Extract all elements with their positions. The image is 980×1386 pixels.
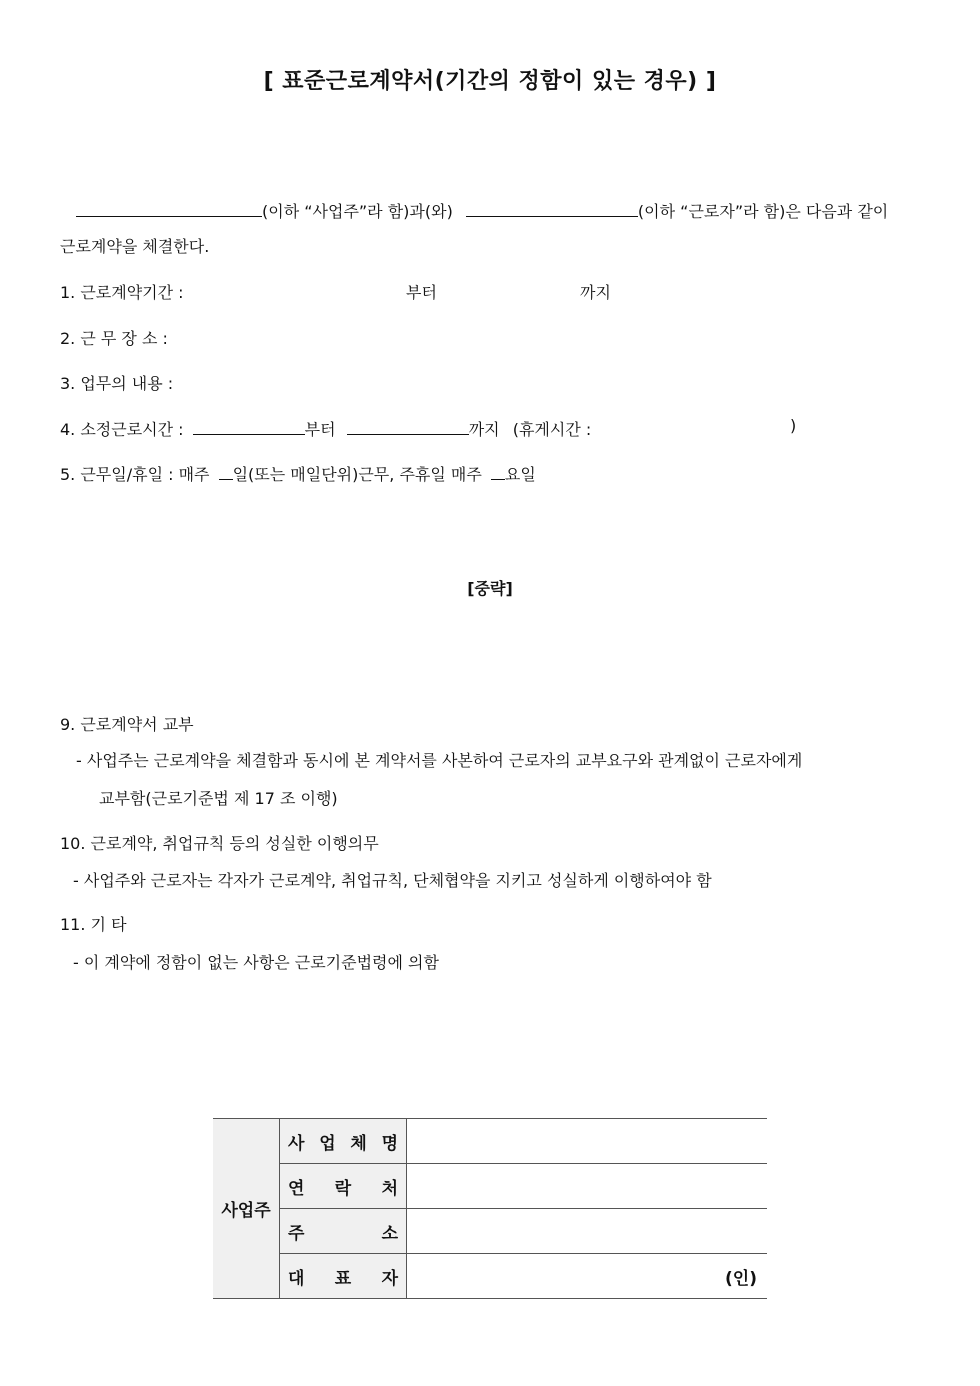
contract-period-to: 까지 xyxy=(580,283,611,302)
hours-from: 부터 xyxy=(304,420,336,439)
item10-heading: 10. 근로계약, 취업규칙 등의 성실한 이행의무 xyxy=(60,834,379,853)
item9-heading: 9. 근로계약서 교부 xyxy=(60,715,194,734)
representative-label: 대 표 자 xyxy=(280,1254,407,1299)
working-hours-line xyxy=(60,416,591,440)
contract-period-from: 부터 xyxy=(406,283,437,302)
intro-part2: (이하 “근로자”라 함)은 다음과 같이 xyxy=(637,202,889,221)
workdays-label: 5. 근무일/휴일 : 매주 xyxy=(60,465,210,484)
working-hours-label: 4. 소정근로시간 : xyxy=(60,420,184,439)
business-name-label: 사 업 체 명 xyxy=(280,1119,407,1164)
representative-seal[interactable]: (인) xyxy=(407,1254,768,1299)
address-value[interactable] xyxy=(407,1209,768,1254)
hours-to: 까지 xyxy=(468,420,500,439)
hours-start-blank[interactable] xyxy=(193,416,305,435)
workdays-mid: 일(또는 매일단위)근무, 주휴일 매주 xyxy=(232,465,482,484)
employer-signature-table xyxy=(213,1118,767,1299)
duties-label: 3. 업무의 내용 : xyxy=(60,374,174,393)
workdays-count-blank[interactable] xyxy=(219,461,233,480)
address-label: 주 소 xyxy=(280,1209,407,1254)
employee-name-blank[interactable] xyxy=(466,198,638,217)
intro-line-1 xyxy=(76,198,888,222)
weekly-holiday-blank[interactable] xyxy=(491,461,505,480)
workplace-label: 2. 근 무 장 소 : xyxy=(60,329,168,348)
item9-line2: 교부함(근로기준법 제 17 조 이행) xyxy=(99,789,338,808)
item9-line1: - 사업주는 근로계약을 체결함과 동시에 본 계약서를 사본하여 근로자의 교부요구와 관계없이 근로자에게 xyxy=(76,751,803,770)
item11-heading: 11. 기 타 xyxy=(60,915,127,934)
document-title: [ 표준근로계약서(기간의 정함이 있는 경우) ] xyxy=(263,69,717,94)
intro-part3: 근로계약을 체결한다. xyxy=(60,237,210,256)
intro-part1: (이하 “사업주”라 함)과(와) xyxy=(262,202,453,221)
employer-name-blank[interactable] xyxy=(76,198,262,217)
hours-end-blank[interactable] xyxy=(347,416,469,435)
break-time-close: ) xyxy=(790,416,797,435)
omitted-marker: [중략] xyxy=(467,579,513,598)
break-time-label: (휴게시간 : xyxy=(512,420,592,439)
workdays-line xyxy=(60,461,536,485)
contact-value[interactable] xyxy=(407,1164,768,1209)
contract-period-label: 1. 근로계약기간 : xyxy=(60,283,184,302)
item10-line1: - 사업주와 근로자는 각자가 근로계약, 취업규칙, 단체협약을 지키고 성실하게 이행하여야 함 xyxy=(73,871,712,890)
workdays-end: 요일 xyxy=(504,465,536,484)
employer-group-label: 사업주 xyxy=(213,1119,280,1299)
contact-label: 연 락 처 xyxy=(280,1164,407,1209)
item11-line1: - 이 계약에 정함이 없는 사항은 근로기준법령에 의함 xyxy=(73,953,439,972)
business-name-value[interactable] xyxy=(407,1119,768,1164)
